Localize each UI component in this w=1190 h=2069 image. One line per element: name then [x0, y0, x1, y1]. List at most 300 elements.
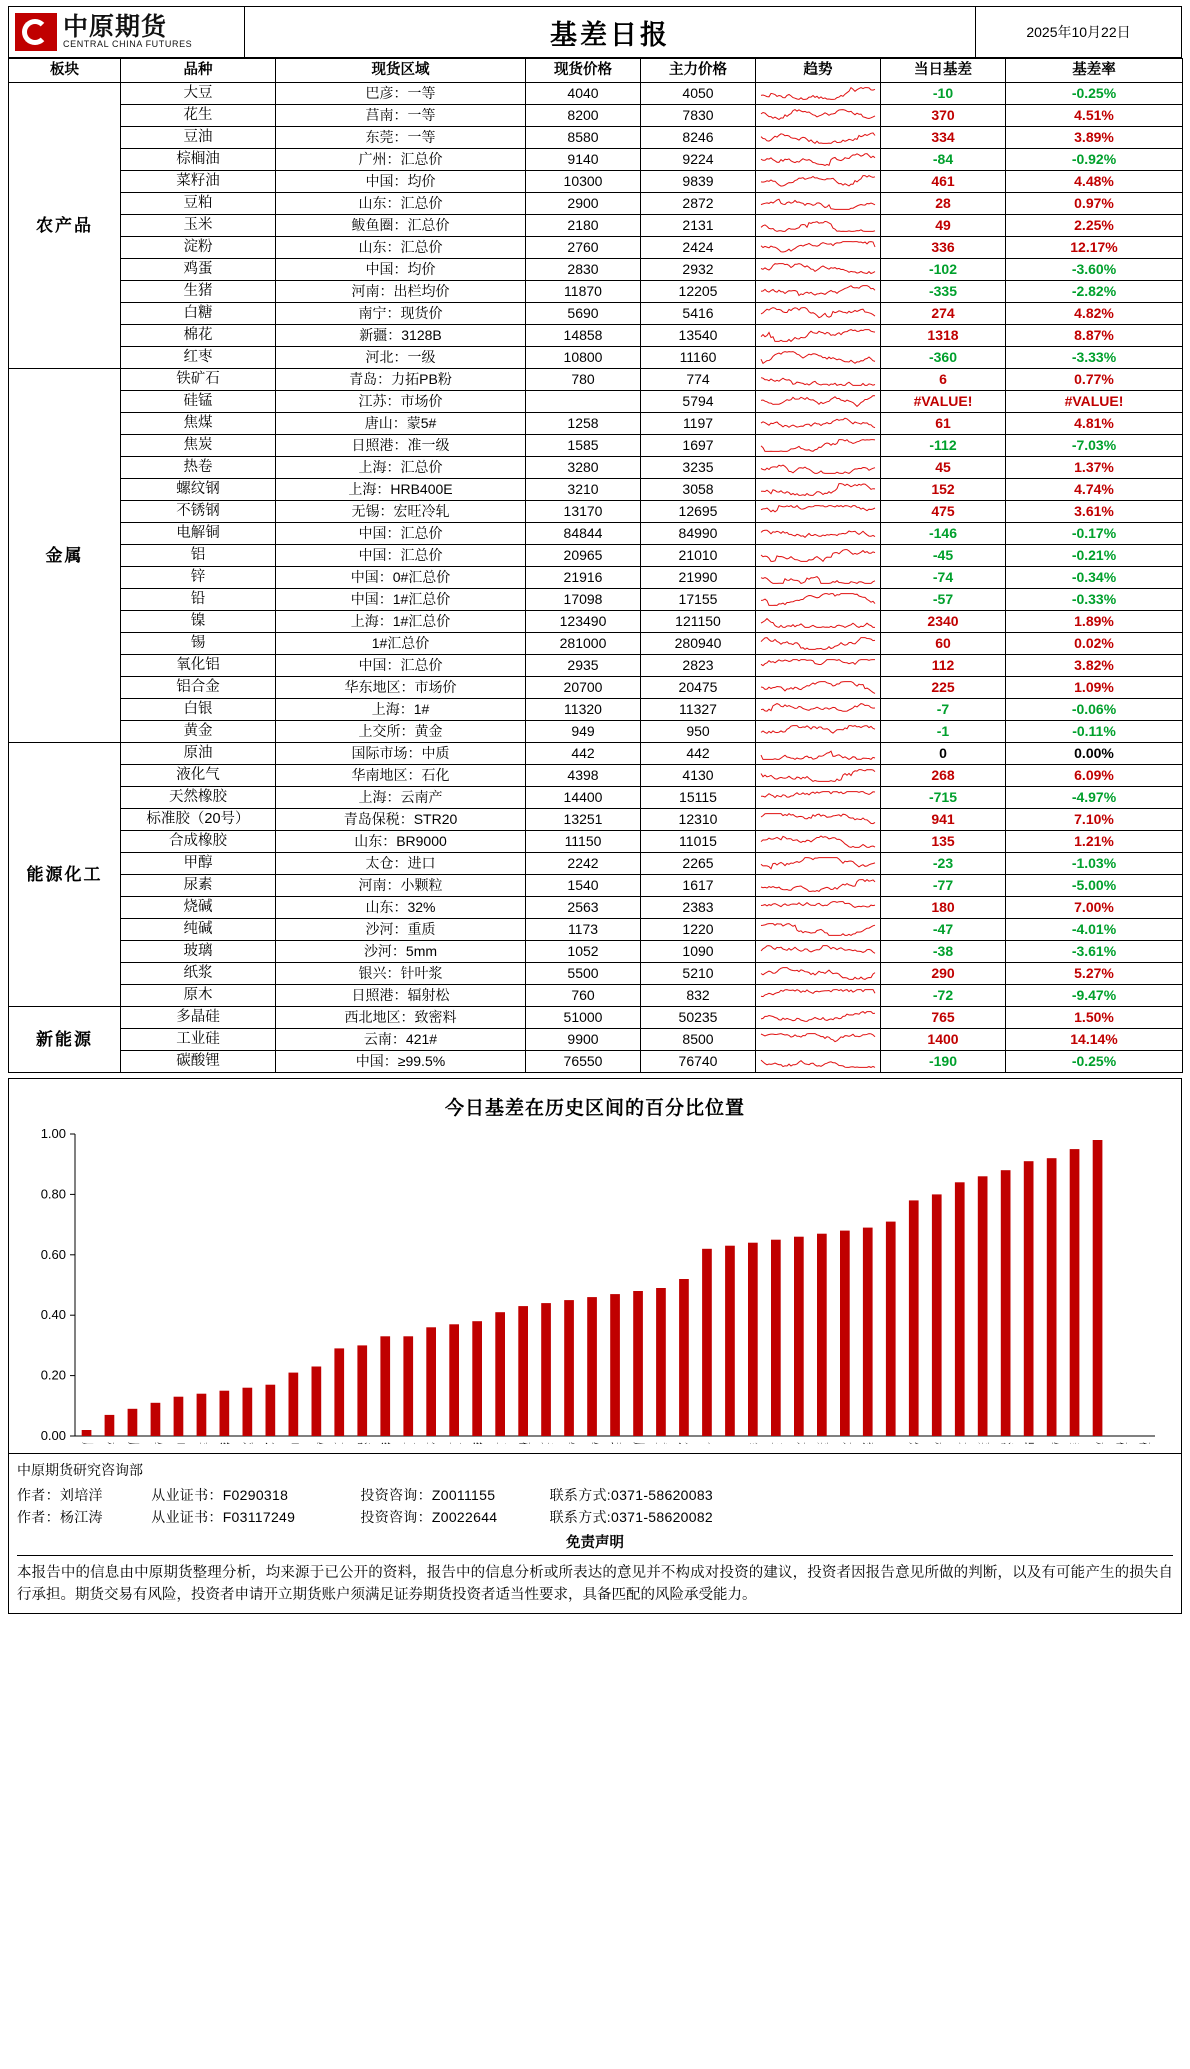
trend-sparkline — [756, 347, 881, 369]
basis-cell: -715 — [881, 787, 1006, 809]
svg-text:标准胶（20号） — [1091, 1442, 1106, 1444]
future-price-cell: 121150 — [641, 611, 756, 633]
basis-rate-cell: 4.48% — [1006, 171, 1183, 193]
trend-sparkline — [756, 149, 881, 171]
spot-price-cell: 2900 — [526, 193, 641, 215]
variety-cell: 鸡蛋 — [121, 259, 276, 281]
region-cell: 云南：421# — [276, 1029, 526, 1051]
basis-rate-cell: 1.21% — [1006, 831, 1183, 853]
basis-cell: 2340 — [881, 611, 1006, 633]
table-row — [9, 545, 1183, 567]
basis-rate-cell: 1.09% — [1006, 677, 1183, 699]
trend-sparkline — [756, 303, 881, 325]
svg-text:氧化铝 — [747, 1442, 761, 1444]
sector-cell: 金属 — [9, 369, 121, 743]
spot-price-cell: 11150 — [526, 831, 641, 853]
basis-cell: -102 — [881, 259, 1006, 281]
future-price-cell: 1617 — [641, 875, 756, 897]
basis-cell: 334 — [881, 127, 1006, 149]
basis-cell: 274 — [881, 303, 1006, 325]
table-row — [9, 149, 1183, 171]
svg-text:硅铁 — [1137, 1442, 1152, 1444]
svg-text:合成橡胶 — [701, 1442, 716, 1444]
spot-price-cell: 949 — [526, 721, 641, 743]
region-cell: 西北地区：致密料 — [276, 1007, 526, 1029]
basis-cell: -23 — [881, 853, 1006, 875]
basis-rate-cell: 6.09% — [1006, 765, 1183, 787]
variety-cell: 原油 — [121, 743, 276, 765]
variety-cell: 热卷 — [121, 457, 276, 479]
trend-sparkline — [756, 787, 881, 809]
region-cell: 中国：汇总价 — [276, 655, 526, 677]
basis-rate-cell: 3.89% — [1006, 127, 1183, 149]
author-label-2: 作者：杨江涛 — [17, 1509, 103, 1525]
logo-text — [63, 14, 192, 50]
region-cell: 莒南：一等 — [276, 105, 526, 127]
region-cell: 江苏：市场价 — [276, 391, 526, 413]
variety-cell: 镍 — [121, 611, 276, 633]
basis-rate-cell: 1.37% — [1006, 457, 1183, 479]
variety-cell: 工业硅 — [121, 1029, 276, 1051]
col-basis-rate: 基差率 — [1006, 59, 1183, 83]
basis-rate-cell: 4.51% — [1006, 105, 1183, 127]
author-row — [17, 1507, 1173, 1527]
spot-price-cell: 20965 — [526, 545, 641, 567]
table-row — [9, 479, 1183, 501]
trend-sparkline — [756, 941, 881, 963]
svg-text:0.00: 0.00 — [40, 1428, 66, 1443]
basis-cell: 336 — [881, 237, 1006, 259]
svg-text:甲醇 — [172, 1442, 187, 1444]
region-cell: 上海：1# — [276, 699, 526, 721]
variety-cell: 硅锰 — [121, 391, 276, 413]
chart-plot — [13, 1124, 1177, 1449]
future-price-cell: 12205 — [641, 281, 756, 303]
basis-rate-cell: -0.25% — [1006, 1051, 1183, 1073]
spot-price-cell: 4040 — [526, 83, 641, 105]
svg-text:硅锰 — [1114, 1442, 1128, 1444]
table-row — [9, 1051, 1183, 1073]
variety-cell: 焦煤 — [121, 413, 276, 435]
svg-text:棉花 — [930, 1442, 945, 1444]
variety-cell: 锌 — [121, 567, 276, 589]
svg-text:多晶硅 — [1068, 1442, 1082, 1444]
svg-text:苹果 — [195, 1442, 209, 1444]
trend-sparkline — [756, 655, 881, 677]
trend-sparkline — [756, 259, 881, 281]
region-cell: 河北：一级 — [276, 347, 526, 369]
basis-cell: -84 — [881, 149, 1006, 171]
svg-text:原木 — [126, 1442, 141, 1444]
variety-cell: 电解铜 — [121, 523, 276, 545]
svg-text:0.40: 0.40 — [40, 1307, 66, 1323]
basis-rate-cell: -5.00% — [1006, 875, 1183, 897]
table-row — [9, 523, 1183, 545]
region-cell: 中国：≥99.5% — [276, 1051, 526, 1073]
spot-price-cell: 123490 — [526, 611, 641, 633]
table-row — [9, 1007, 1183, 1029]
table-row — [9, 325, 1183, 347]
trend-sparkline — [756, 435, 881, 457]
trend-sparkline — [756, 457, 881, 479]
future-price-cell: 1697 — [641, 435, 756, 457]
table-row — [9, 193, 1183, 215]
svg-text:豆粕 — [448, 1442, 463, 1444]
trend-sparkline — [756, 369, 881, 391]
trend-sparkline — [756, 985, 881, 1007]
table-row — [9, 215, 1183, 237]
trend-sparkline — [756, 237, 881, 259]
basis-rate-cell: 4.82% — [1006, 303, 1183, 325]
spot-price-cell: 8200 — [526, 105, 641, 127]
col-spot-region: 现货区域 — [276, 59, 526, 83]
svg-text:花生 — [839, 1442, 854, 1444]
variety-cell: 豆粕 — [121, 193, 276, 215]
basis-cell: 49 — [881, 215, 1006, 237]
table-row — [9, 567, 1183, 589]
table-row — [9, 831, 1183, 853]
future-price-cell: 2131 — [641, 215, 756, 237]
future-price-cell: 17155 — [641, 589, 756, 611]
region-cell: 上海：云南产 — [276, 787, 526, 809]
future-price-cell: 9224 — [641, 149, 756, 171]
basis-cell: 112 — [881, 655, 1006, 677]
table-row — [9, 391, 1183, 413]
basis-cell: 28 — [881, 193, 1006, 215]
col-variety: 品种 — [121, 59, 276, 83]
basis-rate-cell: 3.82% — [1006, 655, 1183, 677]
basis-rate-cell: -0.33% — [1006, 589, 1183, 611]
spot-price-cell: 51000 — [526, 1007, 641, 1029]
table-row — [9, 281, 1183, 303]
variety-cell: 玉米 — [121, 215, 276, 237]
spot-price-cell: 780 — [526, 369, 641, 391]
svg-text:螺纹钢 — [1022, 1442, 1037, 1444]
spot-price-cell: 11870 — [526, 281, 641, 303]
future-price-cell: 20475 — [641, 677, 756, 699]
variety-cell: 棕榈油 — [121, 149, 276, 171]
svg-text:白糖 — [724, 1442, 739, 1444]
basis-cell: 45 — [881, 457, 1006, 479]
spot-price-cell: 5690 — [526, 303, 641, 325]
basis-rate-cell: 4.74% — [1006, 479, 1183, 501]
region-cell: 山东：汇总价 — [276, 193, 526, 215]
svg-text:原油 — [632, 1442, 647, 1444]
basis-cell: -72 — [881, 985, 1006, 1007]
table-row — [9, 699, 1183, 721]
author-advice-2: 投资咨询：Z0022644 — [360, 1509, 498, 1525]
variety-cell: 焦炭 — [121, 435, 276, 457]
future-price-cell: 774 — [641, 369, 756, 391]
trend-sparkline — [756, 171, 881, 193]
trend-sparkline — [756, 281, 881, 303]
basis-cell: -77 — [881, 875, 1006, 897]
spot-price-cell — [526, 391, 641, 413]
table-row — [9, 897, 1183, 919]
region-cell: 河南：小颗粒 — [276, 875, 526, 897]
authors-block — [17, 1485, 1173, 1527]
spot-price-cell: 1052 — [526, 941, 641, 963]
basis-cell: -38 — [881, 941, 1006, 963]
basis-cell: 61 — [881, 413, 1006, 435]
basis-rate-cell: -0.25% — [1006, 83, 1183, 105]
trend-sparkline — [756, 611, 881, 633]
variety-cell: 铅 — [121, 589, 276, 611]
basis-cell: 1318 — [881, 325, 1006, 347]
variety-cell: 铝合金 — [121, 677, 276, 699]
table-row — [9, 853, 1183, 875]
variety-cell: 淀粉 — [121, 237, 276, 259]
spot-price-cell: 3210 — [526, 479, 641, 501]
basis-cell: 461 — [881, 171, 1006, 193]
basis-rate-cell: 8.87% — [1006, 325, 1183, 347]
basis-rate-cell: 14.14% — [1006, 1029, 1183, 1051]
disclaimer-title: 免责声明 — [566, 1535, 624, 1551]
svg-text:铝合金 — [1045, 1442, 1060, 1444]
svg-text:焦煤 — [678, 1442, 693, 1444]
basis-cell: -1 — [881, 721, 1006, 743]
svg-text:0.60: 0.60 — [40, 1246, 66, 1262]
basis-cell: -190 — [881, 1051, 1006, 1073]
variety-cell: 螺纹钢 — [121, 479, 276, 501]
logo-chinese-name: 中原期货 — [63, 13, 168, 42]
svg-text:锌 — [149, 1442, 164, 1444]
basis-rate-cell: #VALUE! — [1006, 391, 1183, 413]
region-cell: 华南地区：石化 — [276, 765, 526, 787]
table-row — [9, 1029, 1183, 1051]
basis-rate-cell: -3.60% — [1006, 259, 1183, 281]
trend-sparkline — [756, 545, 881, 567]
svg-text:黄金 — [655, 1442, 670, 1444]
variety-cell: 白糖 — [121, 303, 276, 325]
future-price-cell: 76740 — [641, 1051, 756, 1073]
basis-cell: 135 — [881, 831, 1006, 853]
basis-cell: -57 — [881, 589, 1006, 611]
svg-text:0.80: 0.80 — [40, 1186, 66, 1202]
spot-price-cell: 20700 — [526, 677, 641, 699]
future-price-cell: 2932 — [641, 259, 756, 281]
table-row — [9, 677, 1183, 699]
svg-text:0.20: 0.20 — [40, 1367, 66, 1383]
trend-sparkline — [756, 391, 881, 413]
future-price-cell: 280940 — [641, 633, 756, 655]
trend-sparkline — [756, 193, 881, 215]
svg-text:菜粕 — [816, 1442, 831, 1444]
table-row — [9, 611, 1183, 633]
variety-cell: 尿素 — [121, 875, 276, 897]
svg-text:铝 — [310, 1442, 324, 1444]
future-price-cell: 11015 — [641, 831, 756, 853]
table-row — [9, 589, 1183, 611]
trend-sparkline — [756, 105, 881, 127]
table-row — [9, 655, 1183, 677]
table-row — [9, 919, 1183, 941]
trend-sparkline — [756, 919, 881, 941]
svg-text:淀粉 — [999, 1442, 1014, 1444]
region-cell: 日照港：辐射松 — [276, 985, 526, 1007]
trend-sparkline — [756, 765, 881, 787]
table-row — [9, 721, 1183, 743]
spot-price-cell: 2563 — [526, 897, 641, 919]
basis-rate-cell: 2.25% — [1006, 215, 1183, 237]
spot-price-cell: 1585 — [526, 435, 641, 457]
region-cell: 沙河：5mm — [276, 941, 526, 963]
basis-rate-cell: -3.33% — [1006, 347, 1183, 369]
region-cell: 唐山：蒙5# — [276, 413, 526, 435]
basis-cell: 765 — [881, 1007, 1006, 1029]
svg-text:铁矿石 — [563, 1442, 578, 1444]
table-row — [9, 413, 1183, 435]
future-price-cell: 2872 — [641, 193, 756, 215]
table-row — [9, 809, 1183, 831]
svg-text:豆油 — [402, 1442, 417, 1444]
trend-sparkline — [756, 721, 881, 743]
basis-cell: 6 — [881, 369, 1006, 391]
spot-price-cell: 760 — [526, 985, 641, 1007]
region-cell: 日照港：准一级 — [276, 435, 526, 457]
author-cert-1: 从业证书：F0290318 — [151, 1487, 289, 1503]
basis-cell: 60 — [881, 633, 1006, 655]
variety-cell: 铁矿石 — [121, 369, 276, 391]
region-cell: 上海：汇总价 — [276, 457, 526, 479]
variety-cell: 红枣 — [121, 347, 276, 369]
future-price-cell: 84990 — [641, 523, 756, 545]
svg-text:花生 — [793, 1442, 808, 1444]
basis-cell: -45 — [881, 545, 1006, 567]
future-price-cell: 50235 — [641, 1007, 756, 1029]
svg-text:碳酸锂 — [517, 1442, 532, 1444]
trend-sparkline — [756, 1007, 881, 1029]
spot-price-cell: 13251 — [526, 809, 641, 831]
logo-english-name: CENTRAL CHINA FUTURES — [63, 39, 193, 50]
trend-sparkline — [756, 633, 881, 655]
spot-price-cell: 76550 — [526, 1051, 641, 1073]
future-price-cell: 8500 — [641, 1029, 756, 1051]
region-cell: 山东：32% — [276, 897, 526, 919]
variety-cell: 烧碱 — [121, 897, 276, 919]
basis-cell: -335 — [881, 281, 1006, 303]
region-cell: 上交所：黄金 — [276, 721, 526, 743]
region-cell: 国际市场：中质 — [276, 743, 526, 765]
basis-rate-cell: -0.21% — [1006, 545, 1183, 567]
trend-sparkline — [756, 963, 881, 985]
table-row — [9, 347, 1183, 369]
basis-rate-cell: -0.11% — [1006, 721, 1183, 743]
basis-rate-cell: -7.03% — [1006, 435, 1183, 457]
svg-text:鸡蛋 — [241, 1442, 255, 1444]
spot-price-cell: 2760 — [526, 237, 641, 259]
trend-sparkline — [756, 875, 881, 897]
region-cell: 巴彦：一等 — [276, 83, 526, 105]
region-cell: 1#汇总价 — [276, 633, 526, 655]
logo-icon — [15, 13, 57, 51]
basis-cell: -7 — [881, 699, 1006, 721]
basis-cell: 1400 — [881, 1029, 1006, 1051]
author-row — [17, 1485, 1173, 1505]
spot-price-cell: 84844 — [526, 523, 641, 545]
region-cell: 山东：汇总价 — [276, 237, 526, 259]
variety-cell: 氧化铝 — [121, 655, 276, 677]
svg-text:玉米 — [770, 1442, 785, 1444]
variety-cell: 玻璃 — [121, 941, 276, 963]
chart-svg — [13, 1124, 1173, 1444]
svg-text:工业硅 — [494, 1442, 508, 1444]
variety-cell: 原木 — [121, 985, 276, 1007]
basis-cell: -47 — [881, 919, 1006, 941]
basis-cell: 152 — [881, 479, 1006, 501]
author-advice-1: 投资咨询：Z0011155 — [360, 1487, 496, 1503]
table-row — [9, 457, 1183, 479]
trend-sparkline — [756, 325, 881, 347]
spot-price-cell: 1173 — [526, 919, 641, 941]
trend-sparkline — [756, 413, 881, 435]
table-row — [9, 963, 1183, 985]
basis-cell: -112 — [881, 435, 1006, 457]
region-cell: 青岛保税：STR20 — [276, 809, 526, 831]
region-cell: 中国：均价 — [276, 259, 526, 281]
table-row — [9, 765, 1183, 787]
region-cell: 太仓：进口 — [276, 853, 526, 875]
spot-price-cell: 10300 — [526, 171, 641, 193]
basis-cell: 225 — [881, 677, 1006, 699]
basis-cell: 475 — [881, 501, 1006, 523]
future-price-cell: 11160 — [641, 347, 756, 369]
table-row — [9, 941, 1183, 963]
region-cell: 无锡：宏旺冷轧 — [276, 501, 526, 523]
spot-price-cell: 13170 — [526, 501, 641, 523]
future-price-cell: 7830 — [641, 105, 756, 127]
table-header-row — [9, 59, 1183, 83]
future-price-cell: 5210 — [641, 963, 756, 985]
region-cell: 广州：汇总价 — [276, 149, 526, 171]
col-sector: 板块 — [9, 59, 121, 83]
variety-cell: 花生 — [121, 105, 276, 127]
svg-text:烧碱 — [907, 1442, 922, 1444]
future-price-cell: 950 — [641, 721, 756, 743]
spot-price-cell: 4398 — [526, 765, 641, 787]
future-price-cell: 1220 — [641, 919, 756, 941]
table-row — [9, 633, 1183, 655]
future-price-cell: 21990 — [641, 567, 756, 589]
region-cell: 中国：汇总价 — [276, 545, 526, 567]
basis-rate-cell: 1.89% — [1006, 611, 1183, 633]
svg-text:红枣 — [379, 1442, 393, 1444]
variety-cell: 黄金 — [121, 721, 276, 743]
future-price-cell: 15115 — [641, 787, 756, 809]
trend-sparkline — [756, 853, 881, 875]
variety-cell: 天然橡胶 — [121, 787, 276, 809]
future-price-cell: 2823 — [641, 655, 756, 677]
variety-cell: 棉花 — [121, 325, 276, 347]
sector-cell: 农产品 — [9, 83, 121, 369]
table-row — [9, 787, 1183, 809]
basis-cell: 268 — [881, 765, 1006, 787]
basis-rate-cell: 7.10% — [1006, 809, 1183, 831]
future-price-cell: 2265 — [641, 853, 756, 875]
trend-sparkline — [756, 677, 881, 699]
future-price-cell: 832 — [641, 985, 756, 1007]
future-price-cell: 4130 — [641, 765, 756, 787]
svg-text:大豆 — [333, 1442, 348, 1444]
region-cell: 中国：0#汇总价 — [276, 567, 526, 589]
variety-cell: 纸浆 — [121, 963, 276, 985]
spot-price-cell: 281000 — [526, 633, 641, 655]
variety-cell: 锡 — [121, 633, 276, 655]
variety-cell: 生猪 — [121, 281, 276, 303]
trend-sparkline — [756, 589, 881, 611]
basis-cell: -10 — [881, 83, 1006, 105]
spot-price-cell: 2242 — [526, 853, 641, 875]
